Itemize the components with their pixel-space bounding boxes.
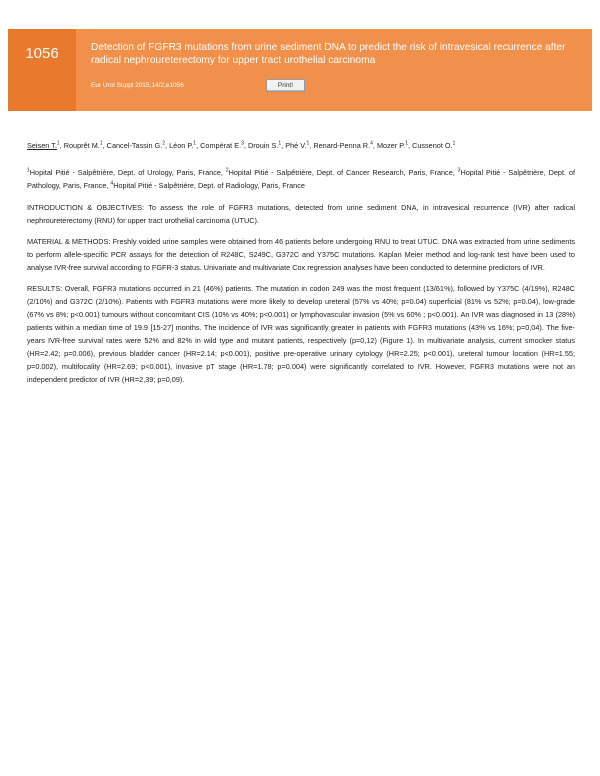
abstract-title-box bbox=[76, 29, 592, 111]
author: Drouin S.$^1$ bbox=[247, 140, 282, 150]
methods-paragraph: MATERIAL & METHODS: Freshly voided urine samples were obtained from 46 patients before undergoing RNU to treat UTUC. DNA was extracted from urine sediments to perform allele-specific PCR assays for the detection of R248C, S249C, G372C and Y375C mutations. Kaplan Meier method and log-rank test have been used to analyse IVR-free survival according to FGFR-3 status. Univariate and multivariate Cox regression analyses have been conducted to determine predictors of IVR. bbox=[27, 237, 575, 272]
meta-row bbox=[91, 79, 572, 92]
abstract-title: Detection of FGFR3 mutations from urine sediment DNA to predict the risk of intravesical recurrence after radical nephroureterectomy for upper tract urothelial carcinoma bbox=[91, 42, 566, 66]
author: Cancel-Tassin G.$^2$ bbox=[106, 140, 166, 150]
author: Rouprêt M.$^1$ bbox=[63, 140, 103, 150]
abstract-header bbox=[8, 29, 592, 111]
abstract-number: 1056 bbox=[8, 29, 76, 111]
author: Phé V.$^1$ bbox=[285, 140, 310, 150]
results-paragraph: RESULTS: Overall, FGFR3 mutations occurred in 21 (46%) patients. The mutation in codon 249 was the most frequent (13/61%), followed by Y375C (4/19%), R248C (2/10%) and G372C (2/10%). Patients with FGFR3 mutations were more likely to develop ureteral (57% vs 40%; p=0.04) superficial (81% vs 52%; p=0.04), low-grade (67% vs 8%; p<0.001) tumours without concomitant CIS (10% vs 40%; p<0.001) or lymphovascular invasion (5% vs 60% ; p<0.001). An IVR was diagnosed in 13 (28%) patients within a median time of 19.9 [15-27] months. The incidence of IVR was significantly greater in patients with FGFR3 mutations (43% vs 16%; p=0,04). The five-years IVR-free survival rates were 52% and 82% in wild type and mutant patients, respectively (p=0,12) (Figure 1). In multivariate analysis, current smocker status (HR=2.42; p=0.006), previous bladder cancer (HR=2.14; p<0.001), positive pre-operative urinary cytology (HR=2.25; p<0.001), ureteral tumour location (HR=1.55; p=0.002), multifocality (HR=2.69; p<0.001), invasive pT stage (HR=1.78; p=0.004) were significantly correlated to IVR. However, FGFR3 mutations were not an independent predictor of IVR (HR=2,39; p=0,09). bbox=[27, 284, 575, 384]
author: Seisen T.$^1$ bbox=[27, 140, 60, 150]
author: Compérat E.$^3$ bbox=[200, 140, 244, 150]
author: Cussenot O.$^1$ bbox=[412, 140, 456, 150]
author: Mozer P.$^1$ bbox=[376, 140, 408, 150]
author-list: Seisen T.$^1$, Rouprêt M.$^1$, Cancel-Tassin G.$^2$, Léon P.$^1$, Compérat E.$^3$, Drouin S.$^1$, Phé V.$^1$, Renard-Penna R.$^4$, Mozer P.$^1$, Cussenot O.$^1$ bbox=[27, 140, 456, 150]
intro-paragraph: INTRODUCTION & OBJECTIVES: To assess the role of FGFR3 mutations, detected from urine sediment DNA, in intravesical recurrence (IVR) after radical nephroureterectomy (RNU) for upper tract urothelial carcinoma (UTUC). bbox=[27, 203, 575, 225]
print-button[interactable]: Print! bbox=[266, 79, 305, 92]
author: Renard-Penna R.$^4$ bbox=[313, 140, 373, 150]
citation: Eur Urol Suppl 2015;14/2;e1056 bbox=[91, 82, 184, 89]
author: Léon P.$^1$ bbox=[169, 140, 197, 150]
abstract-body bbox=[27, 139, 575, 394]
affiliations: $^1$Hopital Pitié - Salpêtrière, Dept. of Urology, Paris, France, $^2$Hopital Pitié - Salpêtrière, Dept. of Cancer Research, Paris, France, $^3$Hopital Pitié - Salpêtrière, Dept. of Pathology, Paris, France, $^4$Hopital Pitié - Salpêtrière, Dept. of Radiology, Paris, France bbox=[27, 167, 575, 190]
